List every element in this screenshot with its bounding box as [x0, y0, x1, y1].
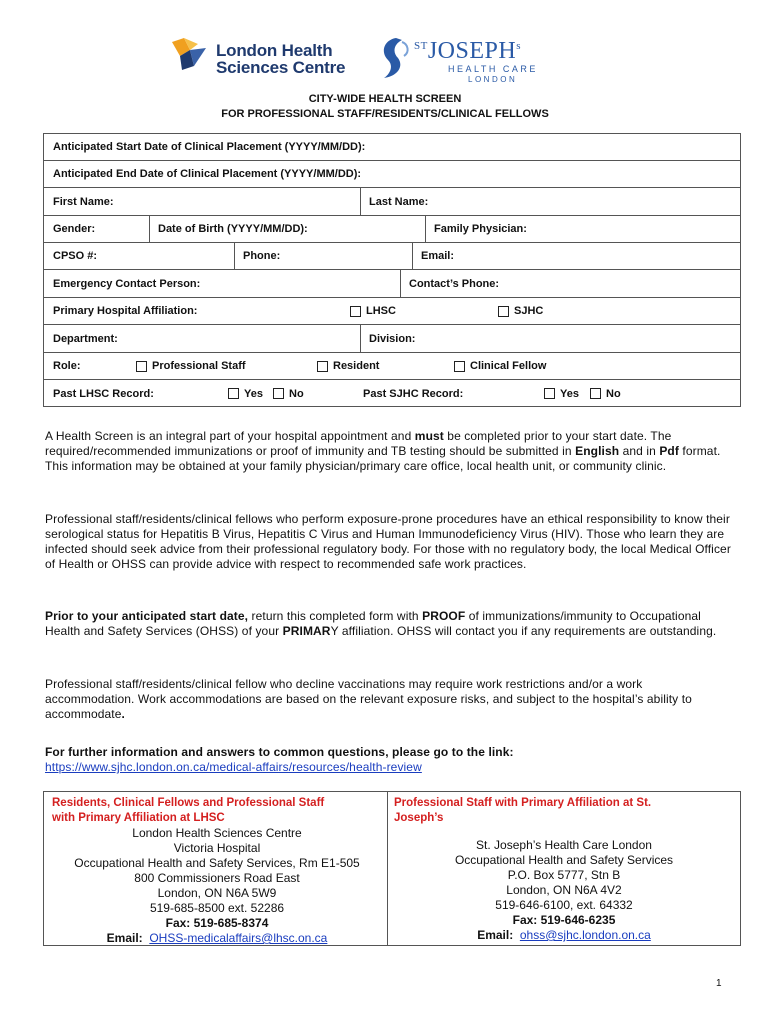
health-review-link[interactable]: https://www.sjhc.london.on.ca/medical-affairs/resources/health-review	[45, 760, 422, 774]
form-row-department	[44, 325, 740, 353]
emergency-contact-field[interactable]: Emergency Contact Person:	[53, 277, 201, 290]
sjhc-email-link[interactable]: ohss@sjhc.london.on.ca	[519, 928, 651, 942]
sjhc-logo-sub1: HEALTH CARE	[448, 64, 538, 74]
lhsc-logo-icon	[168, 36, 210, 76]
past-sjhc-yes[interactable]: Yes	[544, 380, 579, 407]
contact-sjhc	[394, 792, 734, 943]
form-row-cpso	[44, 243, 740, 270]
sjhc-fax: Fax: 519-646-6235	[512, 913, 616, 927]
first-name-field[interactable]: First Name:	[53, 195, 114, 208]
sjhc-checkbox[interactable]	[498, 306, 509, 317]
family-physician-field[interactable]: Family Physician:	[434, 223, 527, 235]
lhsc-logo-text	[216, 42, 345, 76]
paragraph-health-screen: A Health Screen is an integral part of your hospital appointment and must be completed prior to your start date. The required/recommended immunizations or proof of immunity and TB testing should be submitted in English and in Pdf format. This information may be obtained at your family physician/primary care office, local health unit, or community clinic.	[45, 429, 721, 473]
page-title	[0, 92, 770, 122]
option-resident[interactable]: Resident	[317, 353, 379, 379]
sjhc-email-line: Email: ohss@sjhc.london.on.ca	[477, 928, 651, 942]
form-row-end-date	[44, 161, 740, 188]
contact-lhsc	[52, 792, 382, 946]
contact-table	[43, 791, 741, 946]
health-review-link-wrap	[45, 760, 735, 775]
email-field[interactable]: Email:	[421, 250, 455, 262]
form-row-name	[44, 188, 740, 216]
sjhc-logo-sub2: LONDON	[468, 75, 518, 84]
gender-field[interactable]: Gender:	[53, 223, 96, 235]
past-lhsc-yes[interactable]: Yes	[228, 380, 263, 407]
past-sjhc-no[interactable]: No	[590, 380, 621, 407]
cpso-field[interactable]: CPSO #:	[53, 250, 98, 262]
past-sjhc-label: Past SJHC Record:	[363, 387, 464, 400]
form-row-affiliation	[44, 298, 740, 325]
option-lhsc[interactable]: LHSC	[350, 298, 396, 324]
sjhc-logo-name: $^{ST}$JOSEPH$^s$	[414, 38, 521, 64]
form-row-emergency	[44, 270, 740, 298]
lhsc-email-link[interactable]: OHSS-medicalaffairs@lhsc.on.ca	[149, 931, 328, 945]
lhsc-fax: Fax: 519-685-8374	[165, 916, 269, 930]
hospital-affiliation-label: Primary Hospital Affiliation:	[53, 305, 198, 317]
lhsc-line1: London Health	[216, 41, 333, 60]
further-info-text: For further information and answers to common questions, please go to the link:	[45, 745, 514, 759]
paragraph-decline-vaccinations: Professional staff/residents/clinical fellow who decline vaccinations may require work restrictions and/or a work accommodation. Work accommodations are based on the relevant exposure risks, and subject to the hospital’s ability to accommodate.	[45, 677, 692, 721]
past-lhsc-no-checkbox[interactable]	[273, 388, 284, 399]
lhsc-logo	[168, 36, 358, 80]
start-date-field[interactable]: Anticipated Start Date of Clinical Placement (YYYY/MM/DD):	[53, 141, 366, 153]
past-lhsc-no[interactable]: No	[273, 380, 304, 407]
lhsc-email-line: Email: OHSS-medicalaffairs@lhsc.on.ca	[106, 931, 328, 945]
clinical-fellow-checkbox[interactable]	[454, 361, 465, 372]
form-row-role	[44, 353, 740, 380]
sjhc-logo-icon	[376, 34, 416, 82]
form-row-start-date	[44, 134, 740, 161]
past-sjhc-yes-checkbox[interactable]	[544, 388, 555, 399]
title-line1: CITY-WIDE HEALTH SCREEN	[308, 93, 462, 105]
option-professional-staff[interactable]: Professional Staff	[136, 353, 246, 379]
sjhc-address: St. Joseph’s Health Care London Occupational Health and Safety Services P.O. Box 5777, Stn B London, ON N6A 4V2 519-646-6100, ext. 64332 Fax: 519-646-6235 Email: ohss@sjhc.london.on.ca	[394, 838, 734, 943]
title-line2: FOR PROFESSIONAL STAFF/RESIDENTS/CLINICAL FELLOWS	[221, 108, 549, 120]
professional-staff-checkbox[interactable]	[136, 361, 147, 372]
contact-phone-field[interactable]: Contact’s Phone:	[409, 277, 500, 290]
paragraph-prior-start: Prior to your anticipated start date, return this completed form with PROOF of immunizations/immunity to Occupational Health and Safety Services (OHSS) of your PRIMARY affiliation. OHSS will contact you if any requirements are outstanding.	[45, 609, 717, 638]
option-clinical-fellow[interactable]: Clinical Fellow	[454, 353, 546, 379]
past-lhsc-yes-checkbox[interactable]	[228, 388, 239, 399]
option-sjhc[interactable]: SJHC	[498, 298, 543, 324]
end-date-field[interactable]: Anticipated End Date of Clinical Placement (YYYY/MM/DD):	[53, 168, 362, 180]
division-field[interactable]: Division:	[369, 332, 416, 345]
resident-checkbox[interactable]	[317, 361, 328, 372]
health-screen-form	[43, 133, 741, 407]
department-field[interactable]: Department:	[53, 332, 118, 345]
role-label: Role:	[53, 360, 81, 372]
form-row-past-records	[44, 380, 740, 407]
page-number: 1	[716, 978, 722, 989]
past-lhsc-label: Past LHSC Record:	[53, 387, 154, 400]
form-row-gender	[44, 216, 740, 243]
lhsc-checkbox[interactable]	[350, 306, 361, 317]
sjhc-heading: Professional Staff with Primary Affiliation at St. Joseph’s	[394, 797, 652, 824]
paragraph-exposure-prone: Professional staff/residents/clinical fellows who perform exposure-prone procedures have an ethical responsibility to know their serological status for Hepatitis B Virus, Hepatitis C Virus and Human Immunodeficiency Virus (HIV). Those who learn they are infected should seek advice from their professional regulatory body. For those with no regulatory body, the local Medical Officer of Health or OHSS can provide advice with respect to recommended safe work practices.	[45, 512, 731, 571]
phone-field[interactable]: Phone:	[243, 250, 281, 262]
lhsc-address: London Health Sciences Centre Victoria Hospital Occupational Health and Safety Services, Rm E1-505 800 Commissioners Road East London, ON N6A 5W9 519-685-8500 ext. 52286 Fax: 519-685-8374 Email: OHSS-medicalaffairs@lhsc.on.ca	[52, 826, 382, 946]
dob-field[interactable]: Date of Birth (YYYY/MM/DD):	[158, 223, 308, 235]
last-name-field[interactable]: Last Name:	[369, 195, 429, 208]
lhsc-heading: Residents, Clinical Fellows and Professional Staff with Primary Affiliation at LHSC	[52, 797, 325, 824]
lhsc-line2: Sciences Centre	[216, 58, 346, 77]
past-sjhc-no-checkbox[interactable]	[590, 388, 601, 399]
sjhc-logo	[376, 34, 576, 84]
